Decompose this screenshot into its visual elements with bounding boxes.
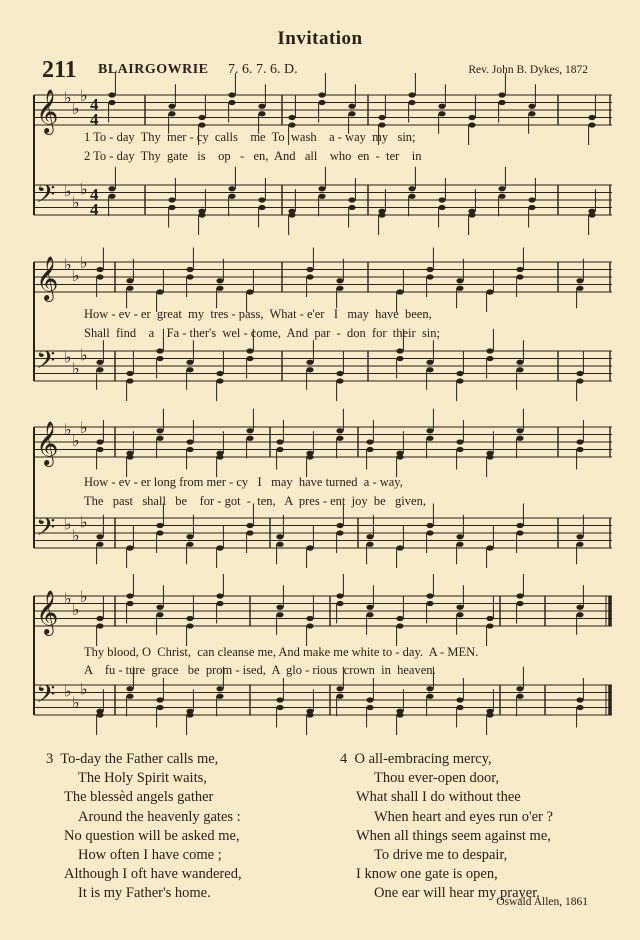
note-head [378,115,385,120]
note-head [276,612,283,617]
note-head [156,705,163,710]
note-head [426,523,433,528]
note-head [96,267,103,272]
note-head [258,111,265,116]
note-head [318,194,325,199]
note-head [516,530,523,535]
note-head [318,92,325,97]
note-head [216,686,223,691]
verse-line: Around the heavenly gates : [78,808,241,825]
note-head [486,348,493,353]
note-head [246,523,253,528]
note-head [276,447,283,452]
note-head [516,686,523,691]
time-signature-bottom: 4 [90,200,99,219]
note-head [216,593,223,598]
note-head [276,534,283,539]
note-head [468,122,475,127]
note-head [516,267,523,272]
note-head [228,100,235,105]
note-head [96,367,103,372]
note-head [186,267,193,272]
note-head [426,694,433,699]
note-head [426,601,433,606]
note-head [306,360,313,365]
flat-icon: ♭ [80,179,88,199]
flat-icon: ♭ [80,679,88,699]
note-head [96,274,103,279]
note-head [528,197,535,202]
verse-line: 3 To-day the Father calls me, [46,751,219,767]
verse-3 [46,750,242,904]
note-head [426,267,433,272]
note-head [156,348,163,353]
note-head [186,447,193,452]
note-head [426,530,433,535]
lyric-line-s1-v1: 1 To - day Thy mer - cy calls me To wash a - way my sin; [84,130,416,144]
note-head [396,712,403,717]
note-head [576,697,583,702]
note-head [366,439,373,444]
flat-icon: ♭ [64,419,72,439]
note-head [126,286,133,291]
note-head [396,623,403,628]
lyric-line-s2-v1: How - ev - er great my tres - pass, What - e'er I may have been, [84,307,432,321]
author-credit: Oswald Allen, 1861 [496,896,588,908]
note-head [336,530,343,535]
note-head [456,371,463,376]
note-head [306,267,313,272]
verse-line: Thou ever-open door, [374,770,500,787]
note-head [456,378,463,383]
verse-line: What shall I do without thee [356,789,521,806]
note-head [156,523,163,528]
note-head [198,115,205,120]
note-head [186,623,193,628]
note-head [126,378,133,383]
note-head [426,686,433,691]
composer-credit: Rev. John B. Dykes, 1872 [468,64,588,76]
flat-icon: ♭ [72,99,80,118]
note-head [306,454,313,459]
note-head [216,601,223,606]
note-head [576,278,583,283]
flat-icon: ♭ [64,254,72,274]
note-head [156,428,163,433]
note-head [576,605,583,610]
note-head [198,122,205,127]
note-head [456,278,463,283]
note-head [336,593,343,598]
flat-icon: ♭ [72,358,80,378]
note-head [216,694,223,699]
note-head [96,447,103,452]
note-head [336,278,343,283]
note-head [348,111,355,116]
flat-icon: ♭ [72,192,80,212]
note-head [288,122,295,127]
flat-icon: ♭ [64,588,72,608]
note-head [498,92,505,97]
bass-clef-icon: 𝄢 [36,680,56,715]
note-head [456,534,463,539]
flat-icon: ♭ [64,181,72,201]
note-head [426,274,433,279]
note-head [336,436,343,441]
note-head [96,712,103,717]
note-head [528,111,535,116]
note-head [498,186,505,191]
note-head [486,356,493,361]
note-head [366,605,373,610]
note-head [588,212,595,217]
note-head [276,697,283,702]
note-head [108,92,115,97]
flat-icon: ♭ [64,87,72,107]
verse-line: When heart and eyes run o'er ? [374,808,553,825]
note-head [246,436,253,441]
note-head [156,605,163,610]
note-head [366,534,373,539]
note-head [216,454,223,459]
note-head [216,371,223,376]
note-head [246,428,253,433]
note-head [336,686,343,691]
note-head [366,705,373,710]
note-head [108,194,115,199]
flat-icon: ♭ [80,252,88,272]
lyric-line-s4-v1: Thy blood, O Christ, can cleanse me, And make me white to - day. A - MEN. [84,645,479,659]
note-head [426,436,433,441]
note-head [348,205,355,210]
treble-clef-icon: 𝄞 [36,89,59,133]
note-head [426,360,433,365]
note-head [336,378,343,383]
note-head [498,194,505,199]
flat-icon: ♭ [72,692,80,712]
note-head [96,534,103,539]
note-head [186,274,193,279]
note-head [516,601,523,606]
verse-line: No question will be asked me, [64,827,240,844]
tune-name: BLAIRGOWRIE [98,62,209,77]
note-head [438,205,445,210]
note-head [246,530,253,535]
note-head [318,100,325,105]
flat-icon: ♭ [80,586,88,606]
note-head [576,286,583,291]
note-head [378,212,385,217]
note-head [96,616,103,621]
note-head [216,545,223,550]
note-head [336,694,343,699]
note-head [126,601,133,606]
note-head [426,428,433,433]
note-head [306,623,313,628]
time-signature-top: 4 [90,95,99,114]
verse-line: When all things seem against me, [356,827,551,844]
flat-icon: ♭ [80,417,88,437]
hymn-number: 211 [42,57,77,83]
note-head [126,593,133,598]
note-head [156,289,163,294]
note-head [288,115,295,120]
note-head [108,100,115,105]
note-head [408,100,415,105]
note-head [438,104,445,109]
bass-clef-icon: 𝄢 [36,513,56,548]
note-head [156,356,163,361]
note-head [408,194,415,199]
note-head [336,286,343,291]
lyric-line-s3-v1: How - ev - er long from mer - cy I may have turned a - way, [84,475,403,489]
note-head [108,186,115,191]
note-head [396,616,403,621]
note-head [516,367,523,372]
note-head [576,439,583,444]
note-head [396,289,403,294]
note-head [186,439,193,444]
time-signature-top: 4 [90,185,99,204]
note-head [306,274,313,279]
note-head [396,545,403,550]
bass-clef-icon: 𝄢 [36,180,56,215]
treble-clef-icon: 𝄞 [36,590,59,634]
flat-icon: ♭ [64,514,72,534]
note-head [336,371,343,376]
hymn-title: Invitation [277,28,363,49]
note-head [306,367,313,372]
note-head [216,278,223,283]
flat-icon: ♭ [72,431,80,450]
note-head [96,542,103,547]
note-head [576,534,583,539]
note-head [276,605,283,610]
note-head [468,115,475,120]
note-head [336,601,343,606]
note-head [456,605,463,610]
note-head [288,212,295,217]
flat-icon: ♭ [64,681,72,701]
bass-clef-icon: 𝄢 [36,346,56,381]
note-head [516,274,523,279]
flat-icon: ♭ [64,347,72,367]
note-head [186,616,193,621]
verse-line: How often I have come ; [78,847,222,864]
note-head [126,686,133,691]
note-head [486,712,493,717]
note-head [528,205,535,210]
note-head [576,378,583,383]
flat-icon: ♭ [72,600,80,619]
note-head [126,371,133,376]
note-head [438,111,445,116]
flat-icon: ♭ [80,85,88,105]
note-head [348,197,355,202]
meter: 7. 6. 7. 6. D. [228,62,298,77]
verse-4 [340,750,553,904]
note-head [276,439,283,444]
note-head [126,545,133,550]
note-head [468,212,475,217]
note-head [126,278,133,283]
note-head [336,428,343,433]
lyric-line-s1-v2: 2 To - day Thy gate is op - en, And all who en - ter in [84,149,422,163]
note-head [216,286,223,291]
note-head [168,197,175,202]
note-head [276,542,283,547]
verse-line: 4 O all-embracing mercy, [340,751,492,767]
time-signature-bottom: 4 [90,110,99,129]
note-head [426,367,433,372]
note-head [486,616,493,621]
verse-line: Although I oft have wandered, [64,866,242,883]
note-head [588,115,595,120]
note-head [396,348,403,353]
note-head [186,534,193,539]
note-head [306,616,313,621]
note-head [306,545,313,550]
note-head [156,436,163,441]
note-head [246,348,253,353]
note-head [486,454,493,459]
note-head [426,593,433,598]
note-head [258,197,265,202]
note-head [198,212,205,217]
note-head [486,545,493,550]
note-head [576,705,583,710]
note-head [156,612,163,617]
note-head [168,111,175,116]
note-head [246,356,253,361]
note-head [408,186,415,191]
note-head [456,286,463,291]
treble-clef-icon: 𝄞 [36,421,59,465]
note-head [216,378,223,383]
note-head [348,104,355,109]
flat-icon: ♭ [72,266,80,285]
note-head [366,612,373,617]
verse-line: It is my Father's home. [78,885,211,902]
flat-icon: ♭ [80,345,88,365]
note-head [318,186,325,191]
note-head [456,447,463,452]
note-head [396,356,403,361]
note-head [258,104,265,109]
note-head [186,367,193,372]
lyric-line-s4-v2: A fu - ture grace be prom - ised, A glo - rious crown in heaven. [84,663,436,677]
note-head [156,530,163,535]
note-head [456,612,463,617]
note-head [96,623,103,628]
note-head [96,360,103,365]
flat-icon: ♭ [80,512,88,532]
note-head [378,122,385,127]
note-head [366,447,373,452]
note-head [516,428,523,433]
note-head [516,694,523,699]
note-head [516,360,523,365]
verse-line: To drive me to despair, [374,847,508,864]
note-head [168,205,175,210]
note-head [408,92,415,97]
verse-line: I know one gate is open, [356,866,498,883]
note-head [228,92,235,97]
note-head [456,705,463,710]
note-head [516,523,523,528]
note-head [576,542,583,547]
note-head [588,122,595,127]
note-head [486,289,493,294]
verse-line: The blessèd angels gather [64,789,214,806]
note-head [228,186,235,191]
note-head [456,439,463,444]
note-head [576,371,583,376]
note-head [96,439,103,444]
verse-line: One ear will hear my prayer. [374,885,540,902]
note-head [276,705,283,710]
note-head [516,593,523,598]
note-head [156,697,163,702]
note-head [186,542,193,547]
treble-clef-icon: 𝄞 [36,256,59,300]
note-head [456,542,463,547]
note-head [186,712,193,717]
note-head [456,697,463,702]
note-head [168,104,175,109]
note-head [516,436,523,441]
note-head [126,454,133,459]
note-head [396,454,403,459]
note-head [486,623,493,628]
lyric-line-s2-v2: Shall find a Fa - ther's wel - come, And par - don for their sin; [84,326,440,340]
note-head [438,197,445,202]
note-head [246,289,253,294]
note-head [336,523,343,528]
note-head [306,712,313,717]
note-head [126,694,133,699]
note-head [366,697,373,702]
lyric-line-s3-v2: The past shall be for - got - ten, A pres - ent joy be given, [84,494,426,508]
note-head [498,100,505,105]
note-head [576,612,583,617]
note-head [576,447,583,452]
note-head [528,104,535,109]
note-head [186,360,193,365]
note-head [258,205,265,210]
note-head [228,194,235,199]
note-head [366,542,373,547]
flat-icon: ♭ [72,525,80,545]
verse-line: The Holy Spirit waits, [78,770,207,787]
